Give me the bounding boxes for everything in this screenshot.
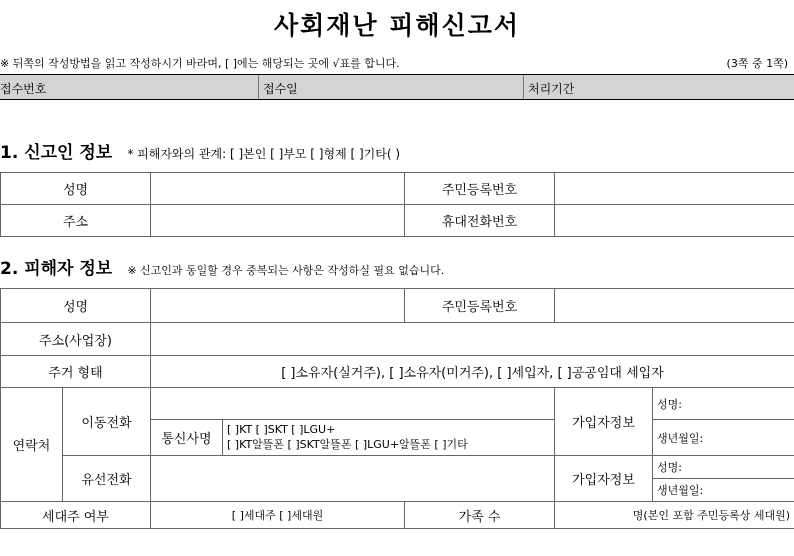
- victim-address-label: 주소(사업장): [1, 323, 151, 356]
- section1-title: 1. 신고인 정보: [0, 143, 113, 163]
- victim-rrn-field[interactable]: [555, 289, 794, 323]
- reporter-name-label: 성명: [1, 173, 151, 205]
- reporter-address-field[interactable]: [151, 205, 405, 237]
- reporter-name-field[interactable]: [151, 173, 405, 205]
- relation-options[interactable]: * 피해자와의 관계: [ ]본인 [ ]부모 [ ]형제 [ ]기타( ): [127, 147, 401, 161]
- section2-title: 2. 피해자 정보: [0, 259, 113, 279]
- receipt-number-label: 접수번호: [0, 82, 47, 96]
- carrier-label: 통신사명: [151, 420, 223, 456]
- subscriber-info2-label: 가입자정보: [555, 456, 653, 502]
- victim-name-field[interactable]: [151, 289, 405, 323]
- carrier-options-line1[interactable]: [ ]KT [ ]SKT [ ]LGU+: [227, 423, 336, 436]
- subscriber2-birth-field[interactable]: 생년월일:: [653, 479, 794, 502]
- landline-field[interactable]: [151, 456, 555, 502]
- household-label: 세대주 여부: [1, 502, 151, 529]
- carrier-options[interactable]: [223, 420, 555, 456]
- section1-header: [0, 138, 400, 163]
- residence-type-label: 주거 형태: [1, 356, 151, 388]
- contact-label: 연락처: [1, 388, 63, 502]
- section2-header: [0, 254, 444, 279]
- victim-rrn-label: 주민등록번호: [405, 289, 555, 323]
- reporter-table: [0, 172, 794, 237]
- processing-period-label: 처리기간: [528, 82, 575, 96]
- mobile-phone-field[interactable]: [151, 388, 555, 420]
- family-count-label: 가족 수: [405, 502, 555, 529]
- mobile-phone-label: 이동전화: [63, 388, 151, 456]
- receipt-row: [0, 74, 794, 100]
- subscriber2-name-field[interactable]: 성명:: [653, 456, 794, 479]
- reporter-rrn-field[interactable]: [555, 173, 794, 205]
- residence-type-options[interactable]: [ ]소유자(실거주), [ ]소유자(미거주), [ ]세입자, [ ]공공임대 세입자: [151, 356, 794, 388]
- victim-table: [0, 288, 794, 529]
- page-info: (3쪽 중 1쪽): [726, 57, 788, 70]
- subscriber-name-field[interactable]: 성명:: [653, 388, 794, 420]
- subscriber-info-label: 가입자정보: [555, 388, 653, 456]
- reporter-mobile-field[interactable]: [555, 205, 794, 237]
- receipt-date-label: 접수일: [263, 82, 298, 96]
- landline-label: 유선전화: [63, 456, 151, 502]
- reporter-mobile-label: 휴대전화번호: [405, 205, 555, 237]
- victim-address-field[interactable]: [151, 323, 794, 356]
- household-options[interactable]: [ ]세대주 [ ]세대원: [151, 502, 405, 529]
- reporter-rrn-label: 주민등록번호: [405, 173, 555, 205]
- subscriber-birth-field[interactable]: 생년월일:: [653, 420, 794, 456]
- family-count-field[interactable]: 명(본인 포함 주민등록상 세대원): [555, 502, 794, 529]
- section2-note: ※ 신고인과 동일할 경우 중복되는 사항은 작성하실 필요 없습니다.: [127, 264, 445, 277]
- form-notice: ※ 뒤쪽의 작성방법을 읽고 작성하시기 바라며, [ ]에는 해당되는 곳에 √표를 합니다.: [0, 57, 400, 70]
- reporter-address-label: 주소: [1, 205, 151, 237]
- victim-name-label: 성명: [1, 289, 151, 323]
- page-title: 사회재난 피해신고서: [273, 11, 521, 40]
- carrier-options-line2[interactable]: [ ]KT알뜰폰 [ ]SKT알뜰폰 [ ]LGU+알뜰폰 [ ]기타: [227, 438, 468, 451]
